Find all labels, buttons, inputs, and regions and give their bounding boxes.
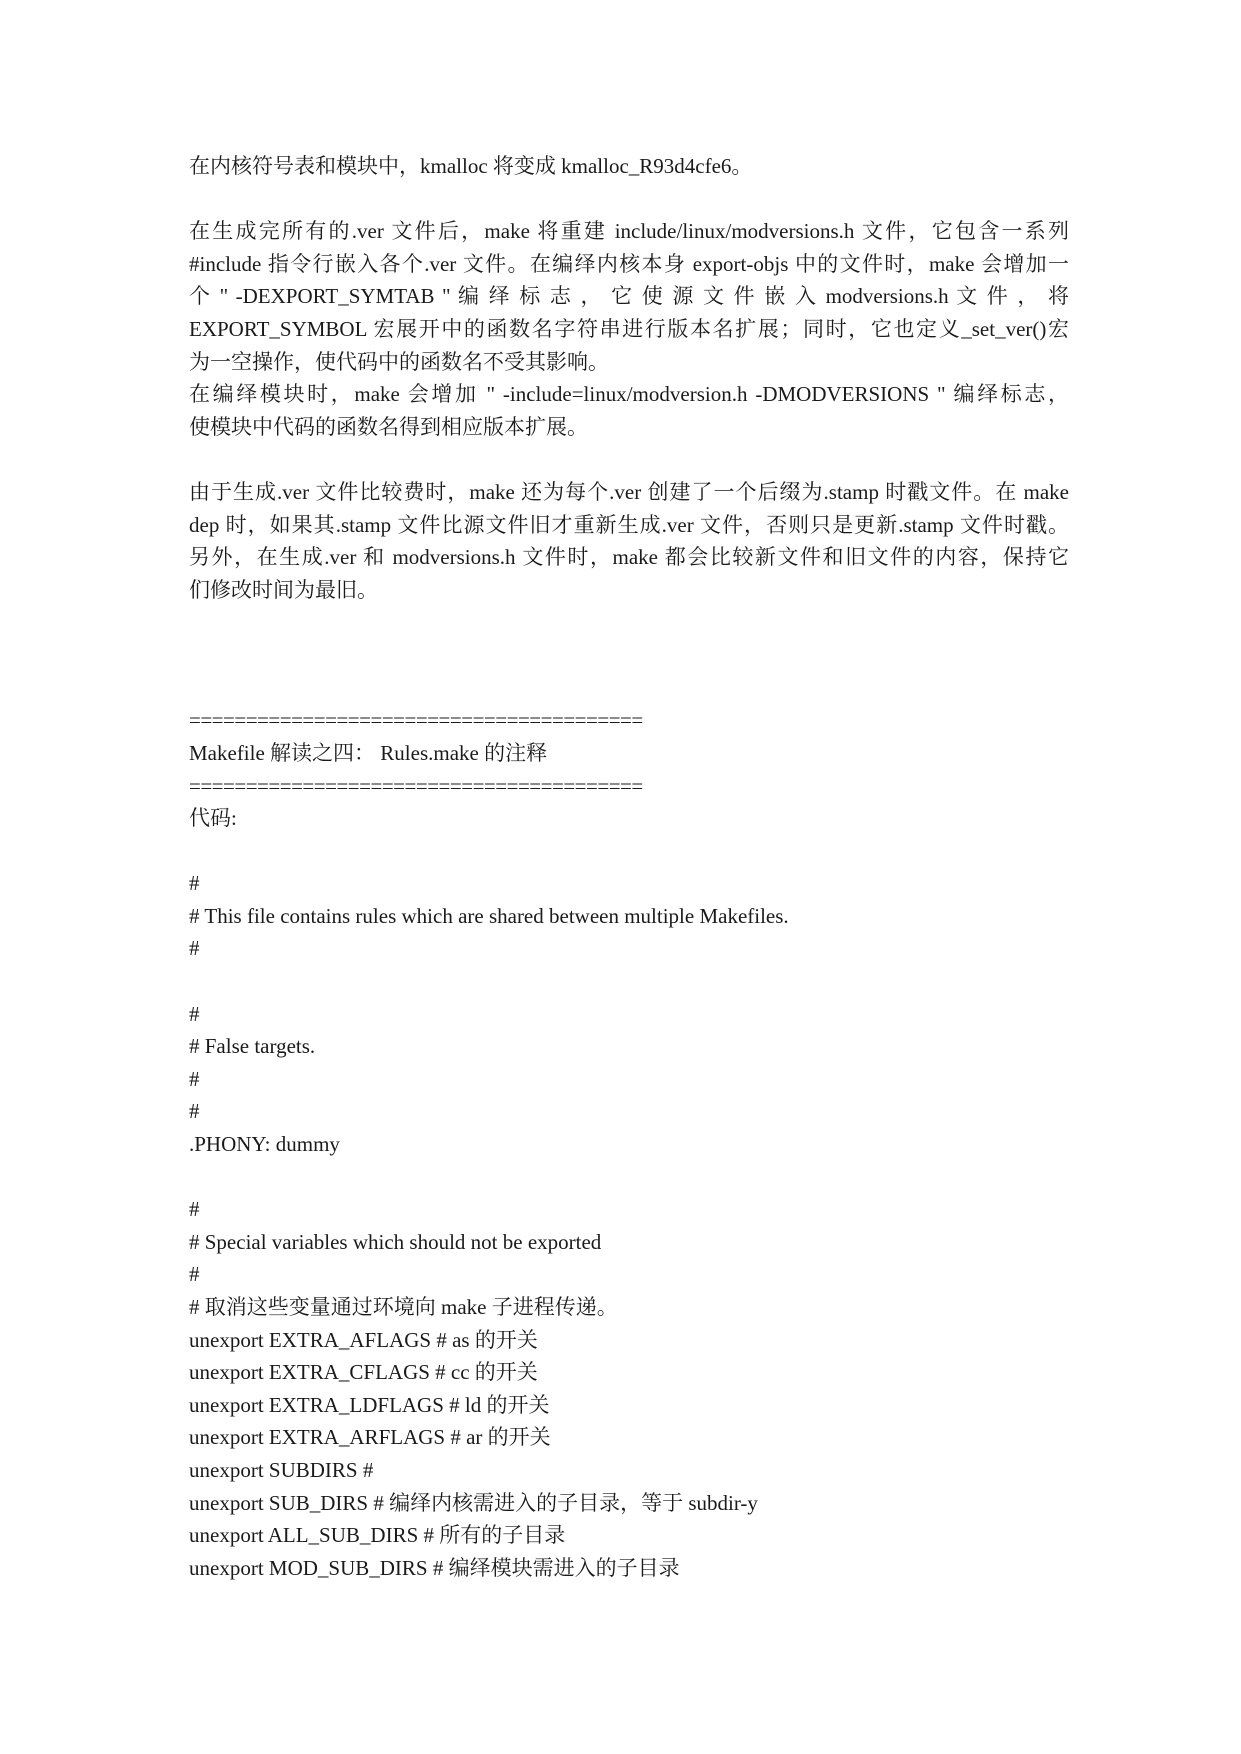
code-line: # Special variables which should not be exported	[189, 1229, 602, 1254]
code-line: unexport SUB_DIRS # 编绎内核需进入的子目录，等于 subdir-y	[189, 1490, 758, 1515]
paragraph-line: 个 " -DEXPORT_SYMTAB " 编 绎 标 志 ， 它 使 源 文 件 嵌 入 modversions.h 文 件 ， 将	[189, 284, 1069, 309]
section-title: Makefile 解读之四： Rules.make 的注释	[189, 740, 548, 765]
blank-line	[189, 183, 1069, 216]
paragraph-line: #include 指令行嵌入各个.ver 文件。在编绎内核本身 export-objs 中的文件时，make 会增加一	[189, 251, 1069, 276]
paragraph-line: 在编绎模块时，make 会增加 " -include=linux/modversion.h -DMODVERSIONS " 编绎标志，	[189, 382, 1069, 407]
paragraph-module-compile	[189, 378, 1069, 443]
code-line	[189, 965, 1069, 998]
code-line: # 取消这些变量通过环境向 make 子进程传递。	[189, 1295, 618, 1319]
separator-line: ========================================	[189, 708, 643, 733]
code-line: unexport EXTRA_LDFLAGS # ld 的开关	[189, 1392, 550, 1417]
paragraph-line: 们修改时间为最旧。	[189, 577, 378, 602]
paragraph-line: 另外，在生成.ver 和 modversions.h 文件时，make 都会比较新文件和旧文件的内容，保持它	[189, 545, 1069, 570]
code-line: # This file contains rules which are shared between multiple Makefiles.	[189, 903, 789, 928]
blank-space	[189, 606, 1069, 704]
paragraph-modversions	[189, 215, 1069, 378]
code-line: #	[189, 1001, 200, 1026]
code-line: #	[189, 1099, 200, 1124]
code-line: #	[189, 936, 200, 961]
code-block	[189, 867, 1069, 1584]
paragraph-line: dep 时，如果其.stamp 文件比源文件旧才重新生成.ver 文件，否则只是更新.stamp 文件时戳。	[189, 512, 1069, 537]
code-line: .PHONY: dummy	[189, 1132, 340, 1157]
blank-line	[189, 835, 1069, 868]
separator-line: ========================================	[189, 773, 643, 798]
paragraph-line: 使模块中代码的函数名得到相应版本扩展。	[189, 414, 588, 439]
code-line: unexport MOD_SUB_DIRS # 编绎模块需进入的子目录	[189, 1555, 680, 1580]
blank-line	[189, 443, 1069, 476]
paragraph-line: EXPORT_SYMBOL 宏展开中的函数名字符串进行版本名扩展；同时，它也定义_set_ver()宏	[189, 316, 1069, 341]
code-line: # False targets.	[189, 1034, 316, 1059]
code-line: #	[189, 871, 200, 896]
code-line: #	[189, 1262, 200, 1287]
document-page	[189, 150, 1069, 1584]
code-line: unexport EXTRA_CFLAGS # cc 的开关	[189, 1360, 538, 1385]
code-line: #	[189, 1066, 200, 1091]
code-line: #	[189, 1197, 200, 1222]
code-line: unexport EXTRA_ARFLAGS # ar 的开关	[189, 1425, 551, 1450]
paragraph-line: 由于生成.ver 文件比较费时，make 还为每个.ver 创建了一个后缀为.stamp 时戳文件。在 make	[189, 479, 1069, 504]
code-line	[189, 1161, 1069, 1194]
code-line: unexport EXTRA_AFLAGS # as 的开关	[189, 1327, 538, 1352]
code-label: 代码:	[189, 806, 237, 831]
paragraph-line: 在生成完所有的.ver 文件后，make 将重建 include/linux/modversions.h 文件，它包含一系列	[189, 219, 1069, 244]
code-line: unexport ALL_SUB_DIRS # 所有的子目录	[189, 1523, 566, 1548]
paragraph-stamp	[189, 476, 1069, 606]
code-line: unexport SUBDIRS #	[189, 1457, 374, 1482]
paragraph-line: 为一空操作，使代码中的函数名不受其影响。	[189, 349, 609, 374]
paragraph-kmalloc: 在内核符号表和模块中，kmalloc 将变成 kmalloc_R93d4cfe6。	[189, 154, 753, 178]
